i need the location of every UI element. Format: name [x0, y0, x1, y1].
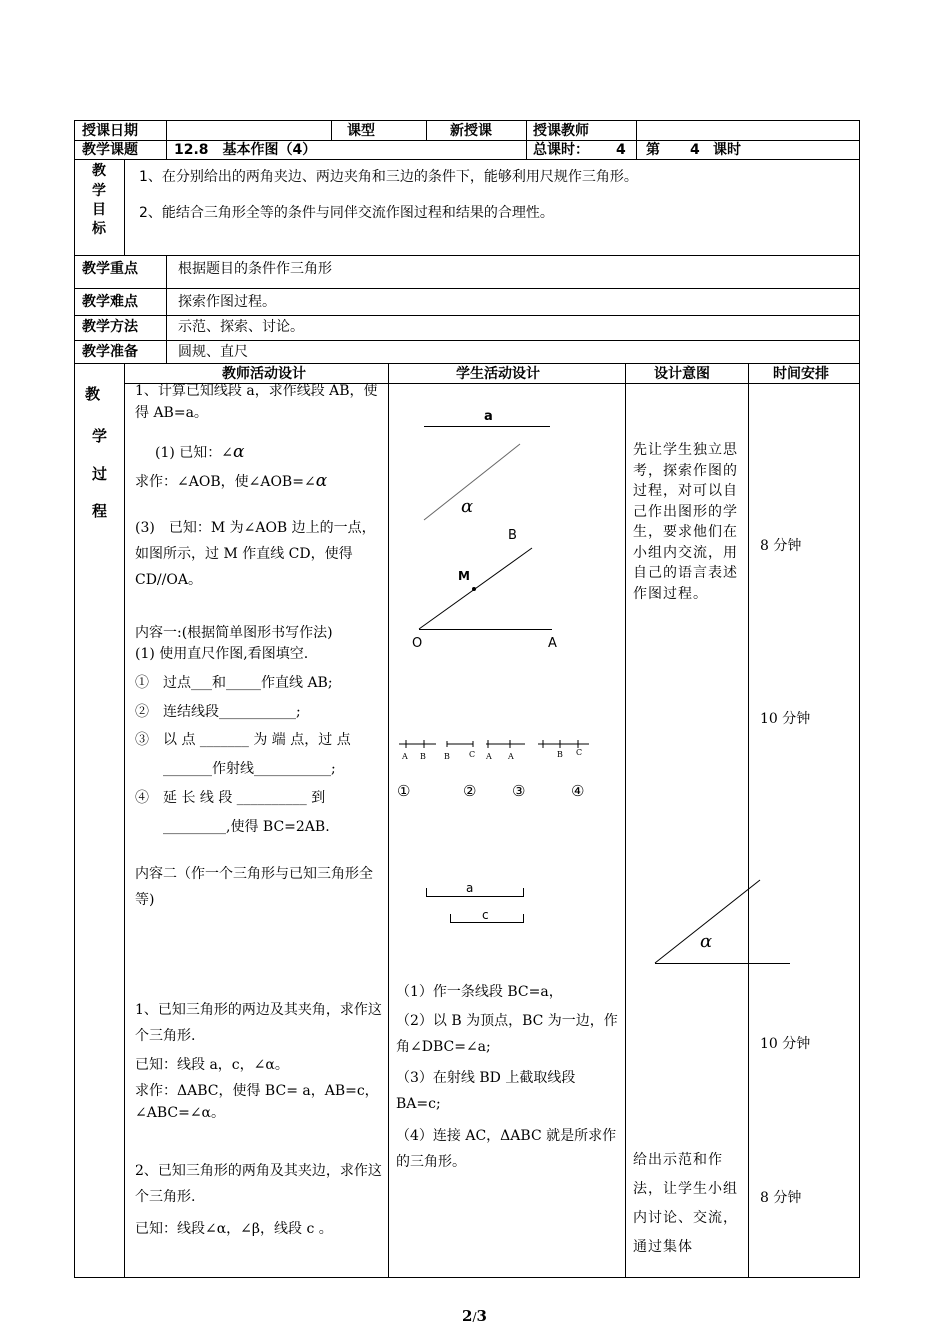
- alpha-symbol-2: α: [315, 471, 328, 491]
- method-value: 示范、探索、讨论。: [178, 319, 304, 335]
- teacher-construct-1: 求作：∠AOB，使∠AOB=∠α: [135, 471, 328, 491]
- tiny-label-5: A: [486, 752, 492, 761]
- angle-alpha-figure: [655, 880, 790, 964]
- col-intent: 设计意图: [654, 366, 710, 382]
- col-time: 时间安排: [773, 366, 829, 382]
- step-3: （3）在射线 BD 上截取线段 BA=c;: [396, 1070, 576, 1112]
- goals-label-2: 学: [92, 183, 106, 199]
- tiny-label-6: A: [508, 752, 514, 761]
- diff-value: 探索作图过程。: [178, 294, 276, 310]
- content-two: 内容二（作一个三角形与已知三角形全等): [135, 866, 373, 908]
- total-value: 4: [616, 142, 626, 158]
- teacher-given-1: (1) 已知：∠α: [155, 442, 245, 462]
- goals-label-3: 目: [92, 202, 106, 218]
- time-1: 8 分钟: [760, 538, 802, 554]
- label-a: a: [484, 409, 493, 424]
- key-value: 根据题目的条件作三角形: [178, 261, 332, 277]
- method-label: 教学方法: [82, 319, 138, 335]
- di-value: 4: [690, 142, 700, 158]
- prep-value: 圆规、直尺: [178, 344, 248, 360]
- problem-1-given: 已知：线段 a，c，∠α。: [135, 1057, 289, 1073]
- fill-item-3a: ③ 以 点 _______ 为 端 点，过 点: [135, 732, 351, 748]
- small-figure-3: [486, 740, 525, 748]
- label-m: M: [458, 569, 470, 583]
- total-label: 总课时：: [533, 142, 589, 158]
- problem-2-given: 已知：线段∠α，∠β，线段 c 。: [135, 1221, 333, 1237]
- label-b: B: [508, 528, 517, 543]
- content-one: 内容一:(根据简单图形书写作法): [135, 625, 333, 641]
- type-value: 新授课: [450, 123, 492, 139]
- time-3: 10 分钟: [760, 1036, 811, 1052]
- small-figure-1: [399, 740, 436, 748]
- col-teacher: 教师活动设计: [222, 366, 306, 382]
- fill-item-1: ① 过点___和_____作直线 AB;: [135, 675, 333, 691]
- fig-label-c: c: [482, 908, 489, 922]
- step-4: （4）连接 AC，ΔABC 就是所求作的三角形。: [396, 1128, 617, 1170]
- prep-label: 教学准备: [82, 344, 138, 360]
- goals-label-1: 教: [92, 163, 106, 179]
- time-2: 10 分钟: [760, 711, 811, 727]
- num-1: ①: [397, 782, 411, 800]
- teacher-task-1: 1、计算已知线段 a，求作线段 AB，使得 AB=a。: [135, 383, 378, 421]
- topic-value: 12.8 基本作图（4）: [174, 142, 317, 158]
- keshi-label: 课时: [713, 142, 741, 158]
- problem-2: 2、已知三角形的两角及其夹边，求作这个三角形.: [135, 1163, 382, 1205]
- tiny-label-8: C: [576, 748, 583, 757]
- di-label: 第: [646, 142, 660, 158]
- diff-label: 教学难点: [82, 294, 138, 310]
- process-label-4: 程: [92, 502, 108, 520]
- teacher-label: 授课教师: [533, 123, 589, 139]
- goal-item-2: 2、能结合三角形全等的条件与同伴交流作图过程和结果的合理性。: [139, 205, 554, 221]
- fig-label-alpha: α: [700, 931, 713, 952]
- small-figure-2: [447, 741, 473, 747]
- step-2: （2）以 B 为顶点，BC 为一边，作角∠DBC=∠a;: [396, 1013, 618, 1055]
- type-label: 课型: [347, 123, 375, 139]
- small-figure-4: [538, 740, 589, 748]
- num-3: ③: [512, 782, 526, 800]
- fill-item-4a: ④ 延 长 线 段 __________ 到: [135, 790, 326, 806]
- key-label: 教学重点: [82, 261, 138, 277]
- step-1: （1）作一条线段 BC=a，: [396, 984, 563, 1000]
- goal-item-1: 1、在分别给出的两角夹边、两边夹角和三边的条件下，能够利用尺规作三角形。: [139, 169, 638, 185]
- alpha-symbol-1: α: [233, 442, 245, 462]
- process-label-1: 教: [85, 385, 101, 403]
- fill-item-3b: _______作射线___________;: [163, 761, 336, 777]
- fig-label-a: a: [466, 881, 474, 895]
- content-one-a: (1) 使用直尺作图,看图填空.: [135, 646, 309, 662]
- col-student: 学生活动设计: [456, 366, 540, 382]
- date-label: 授课日期: [82, 123, 138, 139]
- tiny-label-1: A: [402, 752, 408, 761]
- tiny-label-4: C: [469, 750, 476, 759]
- tiny-label-2: B: [420, 752, 426, 761]
- tiny-label-3: B: [444, 752, 450, 761]
- label-a-point: A: [548, 636, 557, 651]
- teacher-task-3: (3) 已知：M 为∠AOB 边上的一点，如图所示，过 M 作直线 CD，使得 CD//OA。: [135, 520, 376, 588]
- intent-1: 先让学生独立思考，探索作图的过程，对可以自己作出图形的学生，要求他们在小组内交流，用自己的语言表述作图过程。: [633, 442, 738, 602]
- label-alpha: α: [461, 496, 474, 517]
- fill-item-2: ② 连结线段___________;: [135, 704, 301, 720]
- problem-1-construct: 求作：ΔABC，使得 BC= a，AB=c，∠ABC=∠α。: [135, 1083, 379, 1121]
- process-label-2: 学: [92, 427, 108, 445]
- segment-a-figure: [426, 888, 524, 897]
- fill-item-4b: _________,使得 BC=2AB.: [163, 819, 330, 835]
- num-4: ④: [571, 782, 585, 800]
- topic-label: 教学课题: [82, 142, 138, 158]
- problem-1: 1、已知三角形的两边及其夹角，求作这个三角形.: [135, 1002, 382, 1044]
- page-number: 2/3: [462, 1307, 487, 1325]
- intent-2: 给出示范和作法，让学生小组内讨论、交流，通过集体: [633, 1152, 738, 1255]
- point-m: [473, 588, 476, 591]
- num-2: ②: [463, 782, 477, 800]
- goals-label-4: 标: [92, 221, 106, 237]
- process-label-3: 过: [92, 465, 108, 483]
- time-4: 8 分钟: [760, 1190, 802, 1206]
- label-o: O: [412, 636, 423, 651]
- tiny-label-7: B: [557, 750, 563, 759]
